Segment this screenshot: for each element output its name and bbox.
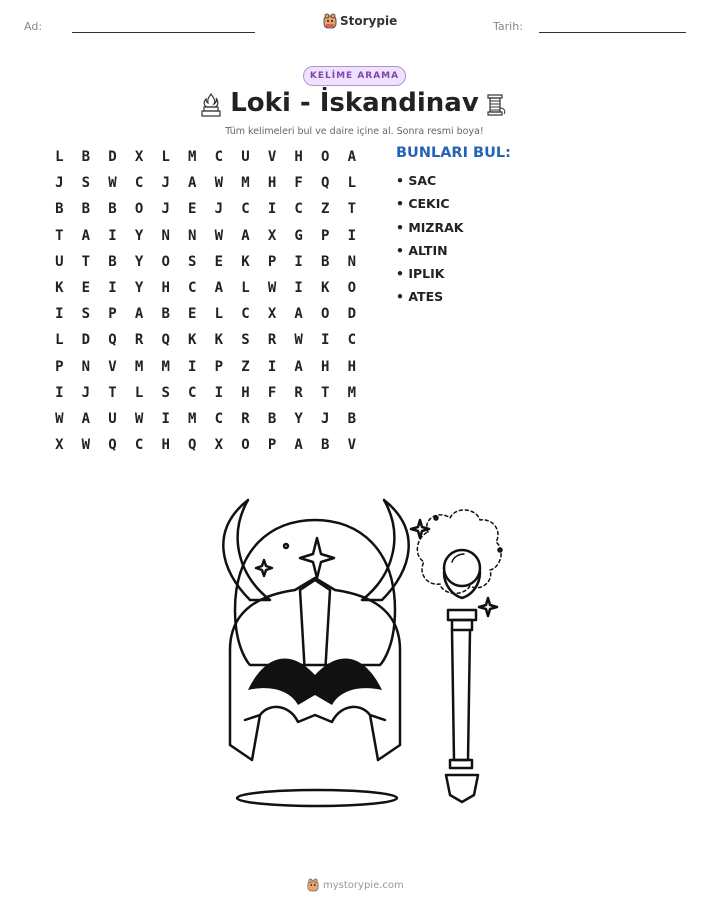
grid-letter[interactable]: O — [161, 253, 170, 270]
grid-letter[interactable]: L — [161, 149, 170, 165]
grid-letter[interactable]: Q — [108, 332, 117, 349]
grid-letter[interactable]: J — [214, 201, 224, 218]
grid-letter[interactable]: A — [81, 227, 91, 244]
grid-letter[interactable]: Q — [321, 175, 330, 192]
grid-letter[interactable]: O — [321, 306, 330, 323]
grid-letter[interactable]: E — [188, 306, 197, 323]
name-line[interactable] — [72, 32, 255, 33]
grid-letter[interactable]: S — [81, 175, 91, 192]
grid-letter[interactable]: K — [321, 279, 330, 296]
footer-url[interactable]: mystorypie.com — [323, 879, 404, 891]
grid-letter[interactable]: P — [321, 227, 330, 244]
grid-letter[interactable]: E — [81, 279, 91, 296]
grid-letter[interactable]: Y — [294, 410, 303, 427]
grid-letter[interactable]: V — [108, 358, 117, 375]
grid-letter[interactable]: I — [188, 358, 197, 375]
thread-spool-icon — [483, 92, 509, 118]
grid-letter[interactable]: H — [347, 358, 357, 375]
grid-letter[interactable]: J — [55, 175, 64, 192]
instructions: Tüm kelimeleri bul ve daire içine al. Sonra resmi boya! — [225, 126, 484, 137]
grid-letter[interactable]: I — [321, 332, 330, 349]
word-list — [396, 172, 463, 312]
grid-letter[interactable]: V — [347, 437, 357, 454]
word-item: • CEKIC — [396, 196, 450, 212]
storypie-mascot-icon — [323, 13, 337, 29]
grid-letter[interactable]: R — [294, 384, 303, 401]
grid-letter[interactable]: W — [55, 410, 64, 427]
grid-letter[interactable]: L — [214, 306, 224, 323]
grid-letter[interactable]: Y — [134, 227, 144, 244]
grid-letter[interactable]: U — [55, 253, 64, 270]
grid-letter[interactable]: R — [134, 332, 144, 349]
grid-letter[interactable]: P — [214, 358, 224, 375]
grid-letter[interactable]: U — [108, 410, 117, 427]
grid-letter[interactable]: W — [267, 279, 277, 296]
grid-letter[interactable]: A — [294, 437, 303, 454]
grid-letter[interactable]: T — [108, 384, 117, 401]
grid-letter[interactable]: I — [294, 253, 303, 270]
grid-letter[interactable]: F — [267, 384, 277, 401]
grid-letter[interactable]: M — [241, 175, 250, 192]
grid-letter[interactable]: I — [267, 358, 277, 375]
grid-letter[interactable]: L — [241, 279, 250, 296]
name-label: Ad: — [24, 20, 43, 33]
grid-letter[interactable]: B — [321, 437, 330, 454]
grid-letter[interactable]: P — [108, 306, 117, 323]
grid-letter[interactable]: H — [267, 175, 277, 192]
grid-letter[interactable]: X — [267, 306, 277, 323]
grid-letter[interactable]: W — [134, 410, 144, 427]
grid-letter[interactable]: Z — [321, 201, 330, 218]
grid-letter[interactable]: B — [267, 410, 277, 427]
grid-letter[interactable]: T — [81, 253, 91, 270]
grid-letter[interactable]: M — [347, 384, 357, 401]
grid-letter[interactable]: I — [55, 306, 64, 323]
grid-letter[interactable]: L — [55, 149, 64, 165]
page-title: Loki - İskandinav — [230, 88, 479, 118]
grid-letter[interactable]: X — [134, 149, 144, 165]
grid-letter[interactable]: M — [161, 358, 170, 375]
magic-staff-drawing — [411, 510, 502, 802]
grid-letter[interactable]: L — [55, 332, 64, 349]
grid-letter[interactable]: I — [214, 384, 224, 401]
grid-letter[interactable]: S — [188, 253, 197, 270]
grid-letter[interactable]: C — [241, 306, 250, 323]
brand-name: Storypie — [340, 14, 398, 28]
grid-letter[interactable]: C — [294, 201, 303, 218]
grid-letter[interactable]: X — [55, 437, 64, 454]
grid-letter[interactable]: I — [161, 410, 170, 427]
grid-letter[interactable]: N — [161, 227, 170, 244]
grid-letter[interactable]: A — [241, 227, 250, 244]
grid-letter[interactable]: L — [134, 384, 144, 401]
grid-letter[interactable]: Y — [134, 253, 144, 270]
grid-letter[interactable]: I — [55, 384, 64, 401]
word-item: • SAC — [396, 173, 437, 188]
grid-letter[interactable]: J — [161, 175, 170, 192]
grid-letter[interactable]: I — [347, 227, 357, 244]
grid-letter[interactable]: R — [267, 332, 277, 349]
grid-letter[interactable]: M — [188, 410, 197, 427]
word-item: • ALTIN — [396, 242, 448, 258]
word-list-title: BUNLARI BUL: — [396, 145, 511, 161]
grid-letter[interactable]: J — [321, 410, 330, 427]
grid-letter[interactable]: C — [188, 279, 197, 296]
grid-letter[interactable]: S — [81, 306, 91, 323]
grid-letter[interactable]: X — [267, 227, 277, 244]
grid-letter[interactable]: X — [214, 437, 224, 454]
grid-letter[interactable]: O — [134, 201, 144, 218]
grid-letter[interactable]: P — [267, 437, 277, 454]
grid-letter[interactable]: B — [81, 149, 91, 165]
footer — [307, 878, 404, 892]
date-label: Tarih: — [493, 20, 523, 33]
grid-letter[interactable]: J — [161, 201, 170, 218]
grid-letter[interactable]: H — [161, 437, 170, 454]
brand-logo — [323, 13, 397, 29]
grid-letter[interactable]: B — [108, 253, 117, 270]
grid-letter[interactable]: T — [347, 201, 357, 218]
grid-letter[interactable]: K — [214, 332, 224, 349]
grid-letter[interactable]: A — [347, 149, 357, 165]
grid-letter[interactable]: C — [134, 175, 144, 192]
word-item: • IPLIK — [396, 266, 445, 282]
grid-letter[interactable]: C — [241, 201, 250, 218]
grid-letter[interactable]: A — [134, 306, 144, 323]
grid-letter[interactable]: Y — [134, 279, 144, 296]
grid-letter[interactable]: S — [241, 332, 250, 349]
grid-letter[interactable]: N — [188, 227, 197, 244]
grid-letter[interactable]: R — [241, 410, 250, 427]
grid-letter[interactable]: B — [81, 201, 91, 218]
grid-letter[interactable]: I — [108, 227, 117, 244]
grid-letter[interactable]: O — [321, 149, 330, 165]
grid-letter[interactable]: I — [294, 279, 303, 296]
grid-letter[interactable]: E — [188, 201, 197, 218]
grid-letter[interactable]: L — [347, 175, 357, 192]
grid-letter[interactable]: Z — [241, 358, 250, 375]
grid-letter[interactable]: M — [134, 358, 144, 375]
category-badge: KELİME ARAMA — [303, 66, 406, 86]
grid-letter[interactable]: D — [347, 306, 357, 323]
grid-letter[interactable]: W — [214, 175, 224, 192]
grid-letter[interactable]: S — [161, 384, 170, 401]
grid-letter[interactable]: M — [188, 149, 197, 165]
grid-letter[interactable]: A — [188, 175, 197, 192]
grid-letter[interactable]: K — [188, 332, 197, 349]
grid-letter[interactable]: Q — [161, 332, 170, 349]
loki-helmet-drawing — [223, 500, 408, 806]
grid-letter[interactable]: A — [81, 410, 91, 427]
grid-letter[interactable]: B — [108, 201, 117, 218]
grid-letter[interactable]: O — [347, 279, 357, 296]
grid-letter[interactable]: C — [134, 437, 144, 454]
grid-letter[interactable]: K — [241, 253, 250, 270]
grid-letter[interactable]: E — [214, 253, 224, 270]
date-line[interactable] — [539, 32, 686, 33]
grid-letter[interactable]: D — [108, 149, 117, 165]
grid-letter[interactable]: H — [161, 279, 170, 296]
grid-letter[interactable]: A — [214, 279, 224, 296]
grid-letter[interactable]: F — [294, 175, 303, 192]
grid-letter[interactable]: C — [347, 332, 357, 349]
grid-letter[interactable]: O — [241, 437, 250, 454]
grid-letter[interactable]: Q — [188, 437, 197, 454]
grid-letter[interactable]: P — [55, 358, 64, 375]
grid-letter[interactable]: B — [347, 410, 357, 427]
letter-grid[interactable] — [46, 146, 365, 460]
grid-letter[interactable]: H — [241, 384, 250, 401]
grid-letter[interactable]: V — [267, 149, 277, 165]
grid-letter[interactable]: T — [55, 227, 64, 244]
grid-letter[interactable]: U — [241, 149, 250, 165]
grid-letter[interactable]: W — [108, 175, 117, 192]
grid-letter[interactable]: J — [81, 384, 91, 401]
storypie-mascot-icon — [307, 878, 319, 892]
grid-letter[interactable]: H — [321, 358, 330, 375]
grid-letter[interactable]: I — [108, 279, 117, 296]
coloring-illustration[interactable] — [200, 490, 510, 810]
grid-letter[interactable]: H — [294, 149, 303, 165]
grid-letter[interactable]: Q — [108, 437, 117, 454]
grid-letter[interactable]: B — [321, 253, 330, 270]
grid-letter[interactable]: D — [81, 332, 91, 349]
grid-letter[interactable]: C — [214, 149, 224, 165]
grid-letter[interactable]: C — [214, 410, 224, 427]
grid-letter[interactable]: P — [267, 253, 277, 270]
grid-letter[interactable]: T — [321, 384, 330, 401]
word-item: • MIZRAK — [396, 219, 464, 235]
grid-letter[interactable]: B — [55, 201, 64, 218]
grid-letter[interactable]: I — [267, 201, 277, 218]
grid-letter[interactable]: W — [214, 227, 224, 244]
grid-letter[interactable]: W — [81, 437, 91, 454]
grid-letter[interactable]: G — [294, 227, 303, 244]
grid-letter[interactable]: K — [55, 279, 64, 296]
grid-letter[interactable]: A — [294, 358, 303, 375]
grid-letter[interactable]: A — [294, 306, 303, 323]
grid-letter[interactable]: N — [347, 253, 357, 270]
grid-letter[interactable]: N — [81, 358, 91, 375]
word-item: • ATES — [396, 289, 444, 305]
grid-letter[interactable]: B — [161, 306, 170, 323]
grid-letter[interactable]: W — [294, 332, 303, 349]
grid-letter[interactable]: C — [188, 384, 197, 401]
